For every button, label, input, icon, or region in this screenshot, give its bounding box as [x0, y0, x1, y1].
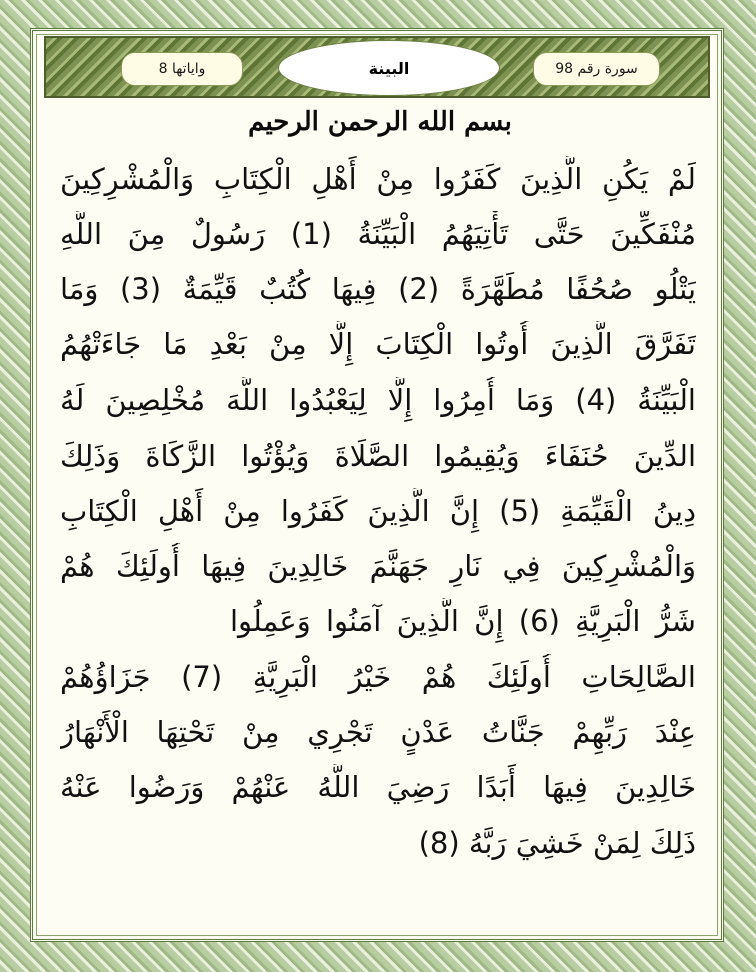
verse-line-5: الْبَيِّنَةُ (4) وَمَا أُمِرُوا إِلَّا لِيَعْبُدُوا اللَّهَ مُخْلِصِينَ لَهُ — [60, 383, 696, 417]
basmala: بسم الله الرحمن الرحيم — [248, 107, 512, 137]
verse-line-11: عِنْدَ رَبِّهِمْ جَنَّاتُ عَدْنٍ تَجْرِي مِنْ تَحْتِهَا الْأَنْهَارُ — [60, 715, 696, 749]
surah-header — [44, 36, 710, 98]
verse-line-8: وَالْمُشْرِكِينَ فِي نَارِ جَهَنَّمَ خَالِدِينَ فِيهَا أُولَئِكَ هُمْ — [60, 549, 696, 583]
verse-line-7: دِينُ الْقَيِّمَةِ (5) إِنَّ الَّذِينَ كَفَرُوا مِنْ أَهْلِ الْكِتَابِ — [60, 494, 696, 528]
verse-line-9: شَرُّ الْبَرِيَّةِ (6) إِنَّ الَّذِينَ آمَنُوا وَعَمِلُوا — [230, 604, 696, 638]
verse-line-12: خَالِدِينَ فِيهَا أَبَدًا رَضِيَ اللَّهُ عَنْهُمْ وَرَضُوا عَنْهُ — [60, 770, 696, 804]
verse-line-4: تَفَرَّقَ الَّذِينَ أُوتُوا الْكِتَابَ إِلَّا مِنْ بَعْدِ مَا جَاءَتْهُمُ — [60, 327, 696, 361]
verse-line-1: لَمْ يَكُنِ الَّذِينَ كَفَرُوا مِنْ أَهْلِ الْكِتَابِ وَالْمُشْرِكِينَ — [60, 162, 696, 196]
verse-line-13: ذَلِكَ لِمَنْ خَشِيَ رَبَّهُ (8) — [418, 826, 696, 860]
surah-name: البينة — [278, 40, 500, 96]
ayah-count: واياتها 8 — [121, 52, 243, 86]
verse-line-10: الصَّالِحَاتِ أُولَئِكَ هُمْ خَيْرُ الْبَرِيَّةِ (7) جَزَاؤُهُمْ — [60, 660, 696, 694]
verse-line-6: الدِّينَ حُنَفَاءَ وَيُقِيمُوا الصَّلَاةَ وَيُؤْتُوا الزَّكَاةَ وَذَلِكَ — [60, 439, 696, 473]
surah-number: سورة رقم 98 — [533, 52, 660, 86]
verse-line-3: يَتْلُو صُحُفًا مُطَهَّرَةً (2) فِيهَا كُتُبٌ قَيِّمَةٌ (3) وَمَا — [60, 272, 696, 306]
verse-line-2: مُنْفَكِّينَ حَتَّى تَأْتِيَهُمُ الْبَيِّنَةُ (1) رَسُولٌ مِنَ اللَّهِ — [60, 217, 696, 251]
